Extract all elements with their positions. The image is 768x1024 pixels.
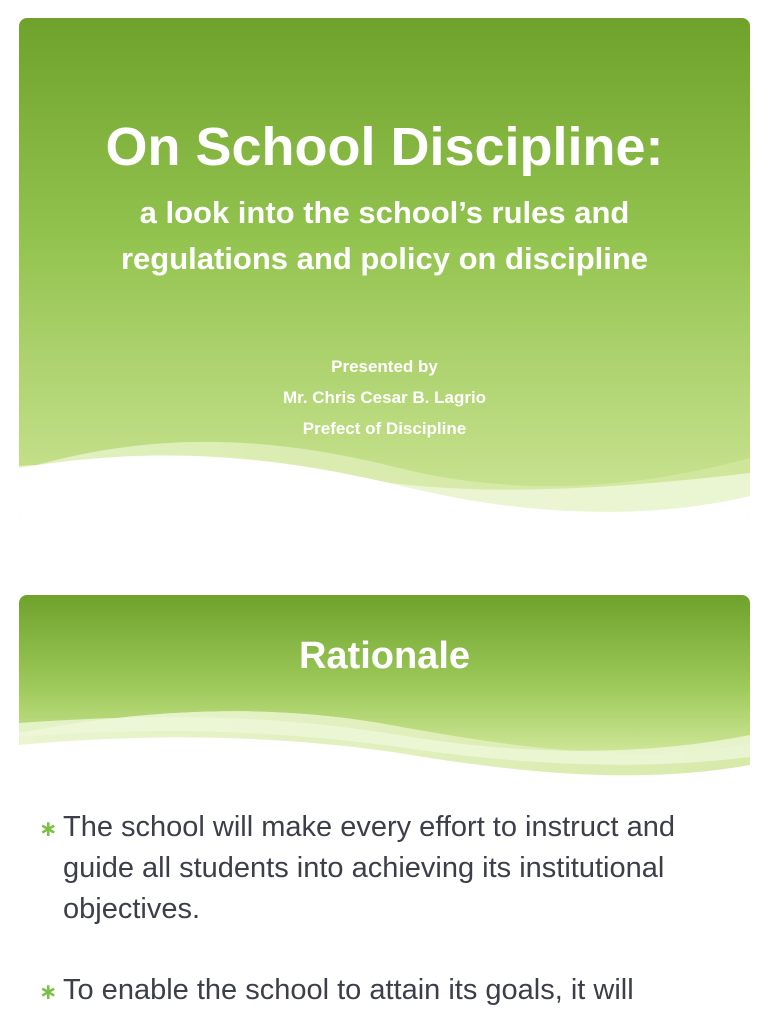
- presenter-block: [19, 351, 750, 444]
- slide-title: Rationale: [298, 635, 471, 677]
- bullet-list: [39, 807, 729, 1024]
- bullet-text: The school will make every effort to instruct and guide all students into achieving its institutional objectives.: [63, 811, 675, 925]
- list-item: [39, 970, 729, 1011]
- list-item: [39, 807, 729, 930]
- presenter-line: Presented by: [331, 357, 438, 376]
- presenter-role: Prefect of Discipline: [302, 419, 467, 438]
- bullet-text: To enable the school to attain its goals, it will: [63, 974, 634, 1006]
- slide-header-background: [19, 595, 750, 795]
- rationale-slide: [19, 595, 750, 1024]
- asterisk-icon: ∗: [39, 979, 58, 1004]
- slide-subtitle: a look into the school’s rules and regulations and policy on discipline: [120, 195, 649, 276]
- slide-title: On School Discipline:: [105, 117, 664, 177]
- title-slide: [19, 18, 750, 522]
- asterisk-icon: ∗: [39, 816, 58, 841]
- presenter-name: Mr. Chris Cesar B. Lagrio: [282, 388, 487, 407]
